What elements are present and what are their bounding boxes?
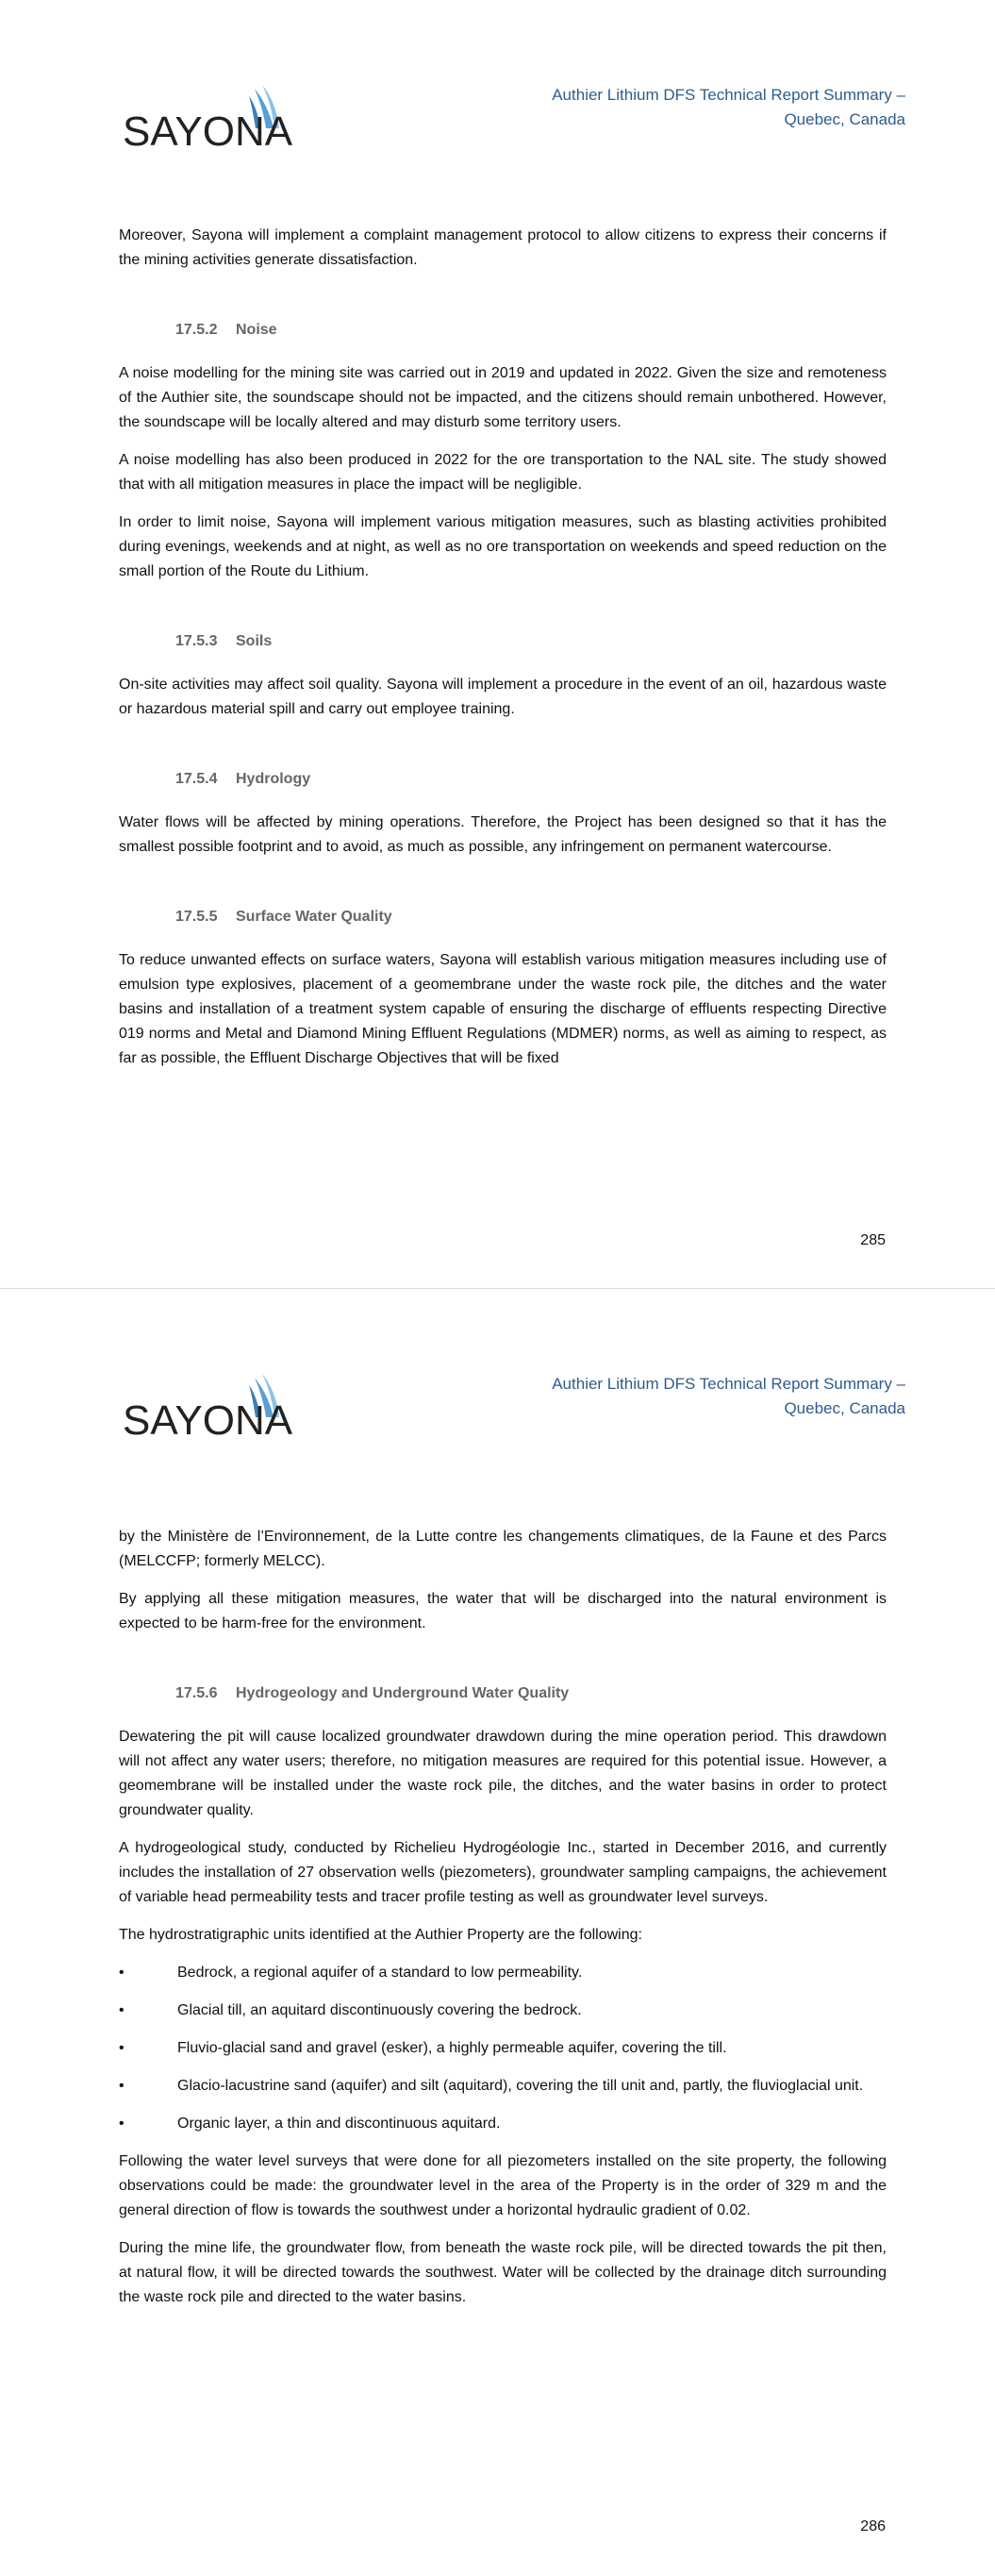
paragraph: A noise modelling for the mining site was carried out in 2019 and updated in 2022. Given the size and remoteness of the Authier site, the soundscape should not be impacted, and the citizens should remain unbothered. However, the soundscape will be locally altered and may disturb some territory users. <box>119 365 887 430</box>
report-title <box>453 1372 905 1421</box>
section-number: 17.5.2 <box>175 322 218 338</box>
page-header <box>0 66 995 160</box>
paragraph: During the mine life, the groundwater flow, from beneath the waste rock pile, will be directed towards the pit then, at natural flow, it will be directed towards the southwest. Water will be collected by the drainage ditch surrounding the waste rock pile and directed to the water basins. <box>119 2240 887 2305</box>
svg-text:SAYONA: SAYONA <box>123 109 293 149</box>
paragraph: In order to limit noise, Sayona will implement various mitigation measures, such as blasting activities prohibited during evenings, weekends and at night, as well as no ore transportation on weekends and speed reduction on the small portion of the Route du Lithium. <box>119 514 887 579</box>
section-number: 17.5.3 <box>175 633 218 649</box>
list-item-text: Fluvio-glacial sand and gravel (esker), a highly permeable aquifer, covering the till. <box>177 2040 727 2056</box>
section-number: 17.5.5 <box>175 909 218 925</box>
page-number: 285 <box>860 1232 886 1248</box>
page-body <box>119 224 887 1084</box>
section-heading-noise <box>175 318 887 343</box>
paragraph: On-site activities may affect soil quality. Sayona will implement a procedure in the event of an oil, hazardous waste or hazardous material spill and carry out employee training. <box>119 677 887 717</box>
sayona-logo <box>121 1372 300 1438</box>
section-title: Hydrogeology and Underground Water Quality <box>236 1685 570 1701</box>
page-number: 286 <box>860 2518 886 2534</box>
list-item-text: Organic layer, a thin and discontinuous aquitard. <box>177 2116 501 2132</box>
sayona-logo <box>121 83 300 149</box>
bullet-icon: • <box>119 2116 124 2132</box>
section-title: Noise <box>236 322 277 338</box>
report-title-line2: Quebec, Canada <box>784 110 905 128</box>
section-heading-hydrology <box>175 767 887 792</box>
bullet-icon: • <box>119 2078 124 2094</box>
section-heading-surface-water <box>175 905 887 929</box>
section-number: 17.5.4 <box>175 771 218 787</box>
section-heading-soils <box>175 629 887 654</box>
list-item-text: Bedrock, a regional aquifer of a standard to low permeability. <box>177 1965 583 1981</box>
paragraph: Dewatering the pit will cause localized groundwater drawdown during the mine operation period. This drawdown will not affect any water users; therefore, no mitigation measures are required for this potential issue. However, a geomembrane will be installed under the waste rock pile, the ditches, and the water basins in order to protect groundwater quality. <box>119 1729 887 1818</box>
report-title-line1: Authier Lithium DFS Technical Report Summary – <box>552 86 905 104</box>
list-item <box>119 2074 887 2099</box>
paragraph: A hydrogeological study, conducted by Richelieu Hydrogéologie Inc., started in December 2016, and currently includes the installation of 27 observation wells (piezometers), groundwater sampling campaigns, the achievement of variable head permeability tests and tracer profile testing as well as groundwater level surveys. <box>119 1840 887 1905</box>
paragraph: Following the water level surveys that were done for all piezometers installed on the site property, the following observations could be made: the groundwater level in the area of the Property is in the order of 329 m and the general direction of flow is towards the southwest under a horizontal hydraulic gradient of 0.02. <box>119 2153 887 2218</box>
list-item <box>119 1999 887 2023</box>
page-header <box>0 1355 995 1449</box>
list-item-text: Glacial till, an aquitard discontinuously covering the bedrock. <box>177 2002 582 2018</box>
paragraph: By applying all these mitigation measures, the water that will be discharged into the natural environment is expected to be harm-free for the environment. <box>119 1591 887 1631</box>
bullet-icon: • <box>119 2002 124 2018</box>
section-number: 17.5.6 <box>175 1685 218 1701</box>
report-title <box>453 83 905 132</box>
section-title: Surface Water Quality <box>236 909 392 925</box>
paragraph: Water flows will be affected by mining operations. Therefore, the Project has been designed so that it has the smallest possible footprint and to avoid, as much as possible, any infringement on permanent watercourse. <box>119 814 887 855</box>
paragraph: To reduce unwanted effects on surface waters, Sayona will establish various mitigation measures including use of emulsion type explosives, placement of a geomembrane under the waste rock pile, the ditches and the water basins and installation of a treatment system capable of ensuring the discharge of effluents respecting Directive 019 norms and Metal and Diamond Mining Effluent Regulations (MDMER) norms, as well as aiming to respect, as far as possible, the Effluent Discharge Objectives that will be fixed <box>119 952 887 1066</box>
page-286 <box>0 1288 995 2576</box>
list-item <box>119 2036 887 2061</box>
list-item <box>119 2112 887 2136</box>
bullet-icon: • <box>119 1965 124 1981</box>
intro-paragraph: Moreover, Sayona will implement a complaint management protocol to allow citizens to express their concerns if the mining activities generate dissatisfaction. <box>119 227 887 268</box>
section-title: Soils <box>236 633 273 649</box>
list-item <box>119 1961 887 1985</box>
section-heading-hydrogeology <box>175 1681 887 1706</box>
paragraph: The hydrostratigraphic units identified at the Authier Property are the following: <box>119 1927 642 1943</box>
report-title-line1: Authier Lithium DFS Technical Report Summary – <box>552 1375 905 1393</box>
paragraph: by the Ministère de l’Environnement, de la Lutte contre les changements climatiques, de la Faune et des Parcs (MELCCFP; formerly MELCC). <box>119 1529 887 1569</box>
section-title: Hydrology <box>236 771 311 787</box>
page-body <box>119 1525 887 2323</box>
bullet-icon: • <box>119 2040 124 2056</box>
list-item-text: Glacio-lacustrine sand (aquifer) and silt (aquitard), covering the till unit and, partly, the fluvioglacial unit. <box>177 2078 864 2094</box>
svg-text:SAYONA: SAYONA <box>123 1397 293 1438</box>
report-title-line2: Quebec, Canada <box>784 1399 905 1417</box>
paragraph: A noise modelling has also been produced in 2022 for the ore transportation to the NAL site. The study showed that with all mitigation measures in place the impact will be negligible. <box>119 452 887 493</box>
